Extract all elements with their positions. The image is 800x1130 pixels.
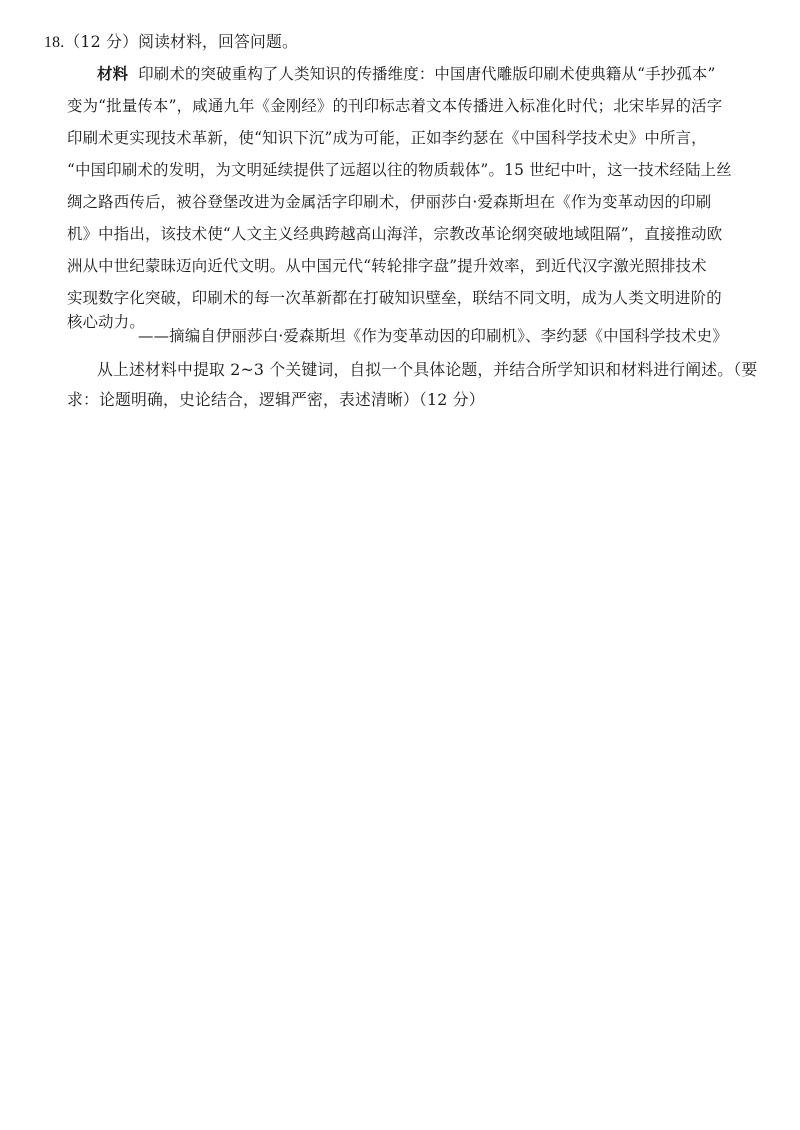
material-line-5: 绸之路西传后，被谷登堡改进为金属活字印刷术，伊丽莎白·爱森斯坦在《作为变革动因的印刷 <box>67 193 712 211</box>
material-line-9: 核心动力。 <box>67 313 145 331</box>
material-line-2: 变为“批量传本”，咸通九年《金刚经》的刊印标志着文本传播进入标准化时代；北宋毕昇的活字 <box>67 97 723 115</box>
material-line-7: 洲从中世纪蒙昧迈向近代文明。从中国元代“转轮排字盘”提升效率，到近代汉字激光照排技术 <box>67 257 707 275</box>
material-label: 材料 <box>97 65 129 83</box>
material-line-4: “中国印刷术的发明，为文明延续提供了远超以往的物质载体”。15 世纪中叶，这一技术经陆上丝 <box>67 161 732 179</box>
prompt-line-2: 求：论题明确，史论结合，逻辑严密，表述清晰）（12 分） <box>67 390 485 409</box>
material-line-6: 机》中指出，该技术使“人文主义经典跨越高山海洋，宗教改革论纲突破地域阻隔”，直接推动欧 <box>67 225 723 243</box>
material-line-1 <box>97 64 716 84</box>
question-header-text: （12 分）阅读材料，回答问题。 <box>64 32 299 51</box>
prompt-line-1: 从上述材料中提取 2~3 个关键词，自拟一个具体论题，并结合所学知识和材料进行阐述。（要 <box>97 360 758 379</box>
material-text: 印刷术的突破重构了人类知识的传播维度：中国唐代雕版印刷术使典籍从“手抄孤本” <box>138 65 716 83</box>
question-number: 18. <box>44 34 65 51</box>
question-header <box>44 32 298 53</box>
material-source: ——摘编自伊丽莎白·爱森斯坦《作为变革动因的印刷机》、李约瑟《中国科学技术史》 <box>138 327 728 345</box>
material-line-3: 印刷术更实现技术革新，使“知识下沉”成为可能，正如李约瑟在《中国科学技术史》中所言， <box>67 129 707 147</box>
material-line-8: 实现数字化突破，印刷术的每一次革新都在打破知识壁垒，联结不同文明，成为人类文明进阶的 <box>67 289 722 307</box>
